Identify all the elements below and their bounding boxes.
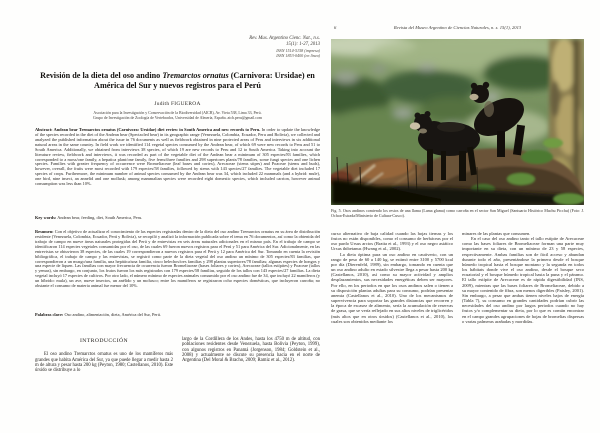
issn-print: ISSN 1514-5158 (impresa) [276, 47, 320, 53]
title-text-post: (Carnivora: Ursidae) en América del Sur y nuevos registros para el Perú [94, 71, 315, 90]
resumen-label: Resumen: [35, 229, 54, 234]
bear-photo-illustration [331, 39, 584, 205]
running-header [331, 25, 584, 30]
affiliation-line: Grupo de Investigación de Zoología de Vertebrados, Universidad de Almería, España. aicb.peru@gmail.com [92, 115, 263, 120]
title-species-name: Tremarctos ornatus [162, 71, 229, 80]
resumen-body: Con el objetivo de actualizar el conocimiento de las especies registradas dentro de la dieta del oso andino Tremarctos ornatus en su área de distribución residente (Venezuela, Colombia, Ecuador, Perú y Bolivia), se recopiló y analizó la información publicada sobre el tema en 76 documentos, así como la obtenida del trabajo de campo en nueve áreas naturales protegidas del Perú y de entrevistas en seis áreas naturales adicionales en el mismo país. En el trabajo de campo se identificaron 114 especies vegetales consumidas por el oso, de las cuales 69 fueron nuevos registros para el Perú y 51 para América del Sur. Adicionalmente, en las entrevistas se obtuvieron 38 especies, de las cuales 19 correspondieron a nuevos registros para el Perú y 12 para América del Sur. Tomando en cuenta la revisión bibliográfica, el trabajo de campo y las entrevistas, se registró como parte de la dieta vegetal del oso andino un mínimo de 305 especies/83 familias, que correspondieron a un musgo/una familia, una hepática/una familia, cinco helechos/tres familias y 298 plantas superiores/78 familias; algunas especies de hongos y una especie de liquen. Las familias con mayor frecuencia de ocurrencia fueron Bromeliaceae (bases foliares y cortex), Arecaceae (tallos estípites) y Poaceae (tallos y yemas), sin embargo, en conjunto, los frutos fueron los más registrados con 179 especies/58 familias, seguido de los tallos con 143 especies/27 familias. La dieta vegetal incluyó 17 especies de cultivos. Por otro lado, el número mínimo de especies animales consumido por el oso andino fue de 34, que incluyó 22 mamíferos (y un híbrido: mula), un ave, nueve insectos, un anélido y un molusco; entre los mamíferos se registraron ocho especies domésticas, que incluyeron carroña; no obstante el consumo de materia animal fue menor del 10%. [35, 229, 320, 289]
volume-pages: 15(1): 1-27, 2013 [286, 41, 320, 47]
resumen [35, 230, 320, 289]
palabras-clave [35, 313, 320, 318]
issn-online: ISSN 1853-0400 (en línea) [276, 52, 320, 58]
intro-column-2 [182, 337, 320, 374]
journal-name: Rev. Mus. Argentino Cienc. Nat., n.s. [249, 36, 320, 41]
author-affiliation [39, 111, 316, 120]
article-body-page [331, 0, 584, 433]
body-column-1 [331, 231, 453, 324]
author-name: Judith FIGUEROA [154, 101, 201, 107]
introduction-heading: INTRODUCCIÓN [79, 338, 129, 344]
introduction-columns [35, 337, 320, 374]
keywords-label: Key words: [35, 215, 57, 220]
figure-photo-andean-bears [331, 39, 584, 205]
abstract [35, 128, 320, 187]
keywords [35, 216, 320, 221]
intro-column-1 [35, 337, 173, 374]
body-paragraph: En el caso del oso andino tanto el tallo estípite de Arecaceae como las bases foliares de Bromeliaceae forman una parte muy importante en su dieta, con un mínimo de 23 y 58 especies, respectivamente. Ambas familias son de fácil acceso y abundan durante todo el año, presentándose la primera desde el bosque húmedo tropical hasta el bosque montano y la segunda en todos los hábitats donde vive el oso andino, desde el bosque seco ecuatorial y el bosque húmedo tropical hasta la puna y el páramo. El tallo estípite de Arecaceae es de rápida digestibilidad (INS, 2009), mientras que las bases foliares de Bromeliaceae, debido a su mayor contenido de fibra, son menos digeribles (Paisley, 2001). Sin embargo, a pesar que ambas tienen niveles bajos de energía (Tabla 7), su consumo en grandes cantidades podrían cubrir las necesidades del oso andino por largos periodos cuando no hay frutos y/o complementar su dieta, por lo que es común encontrar en el campo grandes agrupaciones de hojas de bromelias dispersas o varias palmeras arañadas y mordidas. [462, 236, 584, 324]
title-text: Revisión de la dieta del oso andino [40, 71, 163, 80]
body-column-2 [462, 231, 584, 324]
body-paragraph: La dieta óptima para un oso andino en cautiverio, con un rango de peso de 60 a 140 kg, se estimó entre 3100 y 5700 kcal por día (Dierenfeld, 1989), sin embargo, tomando en cuenta que un oso andino adulto en estado silvestre llega a pesar hasta 200 kg (Castellanos, 2010), así como su mayor actividad y amplios desplazamientos, sus necesidades energéticas deben ser mayores. Por ello, en los periodos en que los osos andinos salen o tienen a su disposición plantas adultas para su consumo, podrían presentar anemia (Castellanos et al., 2010). Uno de los mecanismos de supervivencia para soportar las grandes distancias que recorren y la época de escasez de alimento, sería la acumulación de reservas de grasa, que se vería reflejado en sus altos niveles de triglicéridos (más altos que en otros úrsidos) (Castellanos et al., 2010), los cuales son obtenidos mediante los [331, 251, 453, 324]
intro-paragraph-2: largo de la Cordillera de los Andes, hasta los 4750 m de altitud, con poblaciones residentes desde Venezuela, hasta Bolivia (Peyton, 1999), con algunos registros en Panamá (Jorgenson, 1984; Goldstein et al., 2008) y actualmente se discute su presencia hacia en el norte de Argentina (Del Moral & Bracho, 2009; Ramiz et al., 2012). [182, 337, 320, 364]
abstract-body: In order to update the knowledge of the species recorded in the diet of the Andean bear (Spectacled bear) in its geographic range (Venezuela, Colombia, Ecuador, Peru and Bolivia), we collected and analyzed the published information about the issue in 76 documents as well as fieldwork obtained in nine protected areas of Peru and interviews in six additional natural areas in the same country. In field work we identified 114 vegetal species consumed by the Andean bear, of which 69 were new records to Peru and 51 to South America. Additionally, we obtained from interviews 38 species, of which 19 are new records to Peru and 12 to South America. Taking into account the literature review, fieldwork and interviews, it was recorded as part of the vegetable diet of the Andean bear a minimum of 305 especies/83 families, which corresponded to a moss/one family, a hepatica plant/one family, five ferns/three families and 298 superiores plants/78 families, some fungi species and one lichen species. Families with greater frequency of occurrence were Bromeliaceae (leaf bases and cortex), Arecaceae (stems stipes) and Poaceae (stems and buds), however, overall, the fruits were most recorded with 179 especies/58 families, followed by stems with 143 species/27 families. The vegetable diet included 17 species of crops. Furthermore, the minimum number of animal species consumed by the Andean bear was 34, which included 22 mammals (and a hybrid: mule), one bird, nine insect, an annelid and one mollusk; among mammalian species were recorded eight domestic species, which included carrion, however animal consumption was less than 10%. [35, 127, 321, 187]
affiliation-line: Asociación para la Investigación y Conservación de la Biodiversidad (AICB), Av. Vieta 538, Lima 33, Perú. [93, 111, 262, 115]
keywords-text: Andean bear, feeding, diet, South America, Peru. [56, 215, 143, 220]
body-paragraph: curso alternativo de baja calidad cuando las hojas tiernas y los frutos no están disponibles, como el consumo de herbáceas por el oso pardo Ursus arctos (Bratta et al., 1993) y el oso negro asiático Ursus thibetanus (Hwang et al., 2002). [331, 231, 453, 252]
palabras-clave-text: Oso andino, alimentación, dieta, América del Sur, Perú. [63, 312, 162, 317]
intro-paragraph-1: El oso andino Tremarctos ornatus es uno de los mamíferos más grandes que habita América del Sur, ya que puede llegar a medir hasta 2 m de altura y pesar hasta 200 kg (Peyton, 1980; Castellanos, 2010). Este úrsido se distribuye a lo [35, 352, 173, 374]
page-number: 6 [334, 25, 337, 30]
body-text-columns [331, 231, 584, 324]
article-title-page [35, 0, 320, 433]
body-paragraph: minares de las plantas que consumen. [462, 231, 531, 236]
figure-caption: Fig. 5. Osos andinos comiendo los restos de una llama (Lama glama) como carroña en el sector San Miguel (Santuario Histórico Machu Picchu) (Foto: J. Ochoa-Estrada/Ministerio de Cultura-Cusco). [331, 208, 584, 218]
journal-citation [35, 36, 320, 58]
abstract-lead: Abstract: Andean bear Tremarctos ornatus (Carnivora: Ursidae) diet review in South America and new records to Peru. [35, 127, 261, 132]
running-title: Revista del Museo Argentino de Ciencias Naturales, n. s. 15(1), 2013 [393, 25, 522, 30]
article-title [35, 71, 320, 91]
palabras-clave-label: Palabras clave: [35, 312, 64, 317]
